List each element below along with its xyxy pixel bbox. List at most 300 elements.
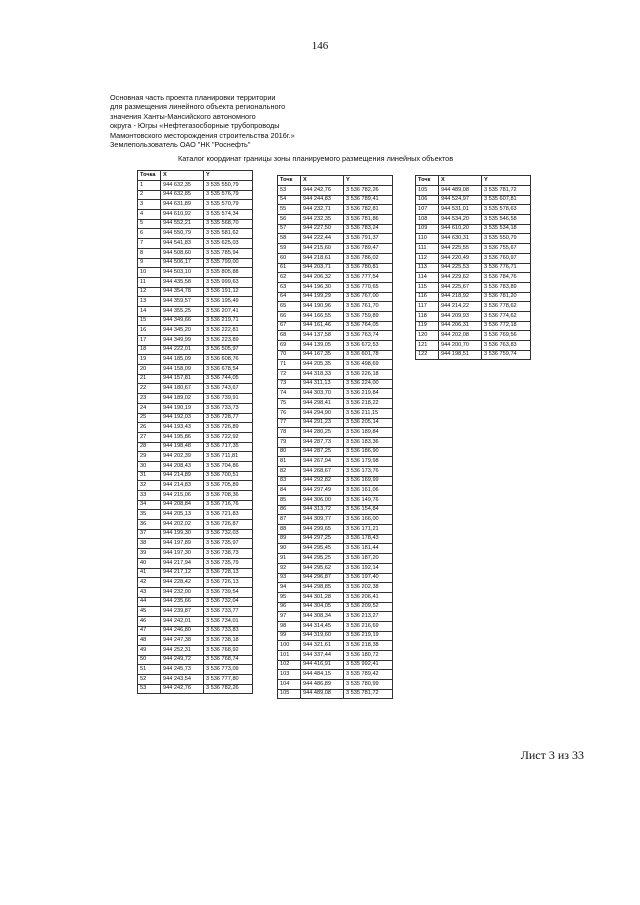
point-cell: 99 [278,631,301,641]
table-row [278,612,393,622]
table-row [278,660,393,670]
x-cell: 944 297,25 [301,534,344,544]
table-row [278,302,393,312]
point-cell: 26 [138,423,161,433]
x-cell: 944 214,89 [161,471,204,481]
y-cell: 3 536 789,41 [344,195,393,205]
x-cell: 944 489,08 [301,689,344,699]
x-cell: 944 198,51 [439,350,482,360]
x-cell: 944 318,33 [301,370,344,380]
table-row [278,205,393,215]
x-cell: 944 295,25 [301,554,344,564]
x-cell: 944 166,55 [301,311,344,321]
point-cell: 36 [138,520,161,530]
y-cell: 3 536 759,74 [482,350,531,360]
y-cell: 3 535 805,88 [204,268,253,278]
x-cell: 944 217,94 [161,558,204,568]
x-cell: 944 508,60 [161,248,204,258]
x-cell: 944 354,78 [161,287,204,297]
y-cell: 3 536 770,65 [344,282,393,292]
point-cell: 82 [278,466,301,476]
y-cell: 3 535 576,79 [204,190,253,200]
table-row [138,471,253,481]
y-cell: 3 536 178,43 [344,534,393,544]
header-line: округа - Югры «Нефтегазосборные трубопроводы [110,121,280,131]
table-row [138,374,253,384]
table-row [278,641,393,651]
y-cell: 3 536 777,80 [204,675,253,685]
x-cell: 944 242,76 [301,186,344,196]
x-cell: 944 225,67 [439,282,482,292]
table-row [416,244,531,254]
column-header-y: Y [344,176,393,186]
y-cell: 3 535 781,72 [344,689,393,699]
table-row [138,394,253,404]
y-cell: 3 536 784,76 [482,273,531,283]
sheet-counter: Лист 3 из 33 [520,748,584,762]
table-row [138,461,253,471]
y-cell: 3 536 778,62 [482,302,531,312]
y-cell: 3 535 578,63 [482,205,531,215]
point-cell: 32 [138,481,161,491]
x-cell: 944 235,66 [161,597,204,607]
point-cell: 11 [138,277,161,287]
x-cell: 944 214,22 [439,302,482,312]
table-row [138,597,253,607]
table-row [278,399,393,409]
point-cell: 33 [138,491,161,501]
table-row [278,253,393,263]
table-row [416,292,531,302]
x-cell: 944 161,46 [301,321,344,331]
point-cell: 1 [138,181,161,191]
point-cell: 7 [138,239,161,249]
table-row [278,350,393,360]
column-header-x: X [161,171,204,181]
point-cell: 29 [138,452,161,462]
point-cell: 114 [416,273,439,283]
y-cell: 3 536 732,04 [204,597,253,607]
table-row [138,529,253,539]
point-cell: 5 [138,219,161,229]
x-cell: 944 297,49 [301,486,344,496]
x-cell: 944 246,80 [161,626,204,636]
x-cell: 944 202,39 [161,452,204,462]
table-row [416,215,531,225]
table-row [138,384,253,394]
x-cell: 944 306,00 [301,496,344,506]
table-row [278,515,393,525]
x-cell: 944 355,25 [161,306,204,316]
x-cell: 944 232,71 [301,205,344,215]
x-cell: 944 198,48 [161,442,204,452]
column-header-point: Точк [416,176,439,186]
table-row [278,689,393,699]
y-cell: 3 536 505,97 [204,345,253,355]
x-cell: 944 632,35 [161,181,204,191]
x-cell: 944 197,89 [161,539,204,549]
y-cell: 3 536 224,00 [344,379,393,389]
x-cell: 944 296,87 [301,573,344,583]
y-cell: 3 536 191,12 [204,287,253,297]
table-row [138,355,253,365]
table-row [138,190,253,200]
x-cell: 944 192,03 [161,413,204,423]
y-cell: 3 536 735,79 [204,558,253,568]
table-row [278,554,393,564]
x-cell: 944 503,10 [161,268,204,278]
point-cell: 74 [278,389,301,399]
table-row [278,631,393,641]
y-cell: 3 536 219,84 [344,389,393,399]
table-row [138,626,253,636]
point-cell: 59 [278,244,301,254]
y-cell: 3 535 581,62 [204,229,253,239]
table-row [278,534,393,544]
y-cell: 3 536 780,81 [344,263,393,273]
y-cell: 3 536 171,21 [344,525,393,535]
table-row [416,195,531,205]
point-cell: 73 [278,379,301,389]
table-row [278,476,393,486]
point-cell: 79 [278,437,301,447]
table-row [278,195,393,205]
x-cell: 944 319,60 [301,631,344,641]
point-cell: 102 [278,660,301,670]
y-cell: 3 536 783,24 [344,224,393,234]
x-cell: 944 337,44 [301,651,344,661]
x-cell: 944 242,76 [161,684,204,694]
y-cell: 3 536 759,89 [344,311,393,321]
coordinates-table-1 [137,170,253,694]
table-row [278,447,393,457]
table-row [278,224,393,234]
y-cell: 3 536 179,98 [344,457,393,467]
y-cell: 3 535 799,00 [204,258,253,268]
point-cell: 23 [138,394,161,404]
point-cell: 39 [138,549,161,559]
x-cell: 944 309,77 [301,515,344,525]
page-number: 146 [311,40,329,52]
x-cell: 944 287,25 [301,447,344,457]
point-cell: 6 [138,229,161,239]
y-cell: 3 536 672,53 [344,341,393,351]
x-cell: 944 295,45 [301,544,344,554]
point-cell: 111 [416,244,439,254]
point-cell: 58 [278,234,301,244]
table-row [138,646,253,656]
x-cell: 944 359,57 [161,297,204,307]
point-cell: 93 [278,573,301,583]
table-row [278,457,393,467]
table-row [278,496,393,506]
point-cell: 40 [138,558,161,568]
header-line: Мамонтовского месторождения строительства 2016г.» [110,130,295,140]
table-row [416,331,531,341]
y-cell: 3 536 767,00 [344,292,393,302]
table-row [138,219,253,229]
point-cell: 47 [138,626,161,636]
point-cell: 13 [138,297,161,307]
x-cell: 944 197,30 [161,549,204,559]
header-line: значения Ханты-Мансийского автономного [110,111,256,121]
x-cell: 944 242,01 [161,616,204,626]
table-row [278,505,393,515]
point-cell: 61 [278,263,301,273]
table-row [416,350,531,360]
x-cell: 944 199,29 [301,292,344,302]
table-row [138,578,253,588]
point-cell: 69 [278,341,301,351]
table-row [278,573,393,583]
point-cell: 91 [278,554,301,564]
point-cell: 101 [278,651,301,661]
point-cell: 97 [278,612,301,622]
x-cell: 944 303,70 [301,389,344,399]
table-row [278,370,393,380]
catalog-title: Каталог координат границы зоны планируемого размещения линейных объектов [178,154,454,163]
y-cell: 3 536 219,19 [344,631,393,641]
y-cell: 3 536 738,18 [204,636,253,646]
y-cell: 3 536 211,15 [344,408,393,418]
y-cell: 3 536 226,18 [344,370,393,380]
table-row [416,186,531,196]
table-row [416,302,531,312]
y-cell: 3 536 161,06 [344,486,393,496]
point-cell: 3 [138,200,161,210]
y-cell: 3 536 726,87 [204,520,253,530]
x-cell: 944 205,35 [301,360,344,370]
point-cell: 10 [138,268,161,278]
y-cell: 3 536 733,77 [204,607,253,617]
table-row [278,437,393,447]
header-line: Основная часть проекта планировки территории [110,93,276,102]
y-cell: 3 536 207,41 [204,306,253,316]
point-cell: 22 [138,384,161,394]
x-cell: 944 208,84 [161,500,204,510]
point-cell: 66 [278,311,301,321]
x-cell: 944 180,67 [161,384,204,394]
y-cell: 3 536 704,86 [204,461,253,471]
y-cell: 3 536 732,03 [204,529,253,539]
point-cell: 27 [138,432,161,442]
x-cell: 944 630,31 [439,234,482,244]
y-cell: 3 536 206,41 [344,592,393,602]
x-cell: 944 202,02 [161,520,204,530]
point-cell: 95 [278,592,301,602]
x-cell: 944 301,28 [301,592,344,602]
y-cell: 3 536 734,01 [204,616,253,626]
x-cell: 944 225,55 [439,244,482,254]
x-cell: 944 222,01 [161,345,204,355]
y-cell: 3 536 739,91 [204,394,253,404]
table-row [278,466,393,476]
x-cell: 944 225,53 [439,263,482,273]
point-cell: 98 [278,621,301,631]
point-cell: 103 [278,670,301,680]
table-row [138,277,253,287]
point-cell: 45 [138,607,161,617]
y-cell: 3 536 716,76 [204,500,253,510]
point-cell: 92 [278,563,301,573]
point-cell: 17 [138,336,161,346]
table-row [138,675,253,685]
y-cell: 3 536 154,84 [344,505,393,515]
x-cell: 944 349,99 [161,336,204,346]
table-row [138,616,253,626]
point-cell: 100 [278,641,301,651]
point-cell: 31 [138,471,161,481]
y-cell: 3 535 574,34 [204,210,253,220]
y-cell: 3 535 570,79 [204,200,253,210]
point-cell: 105 [278,689,301,699]
point-cell: 104 [278,680,301,690]
table-row [278,379,393,389]
point-cell: 77 [278,418,301,428]
y-cell: 3 536 783,89 [482,282,531,292]
x-cell: 944 294,90 [301,408,344,418]
y-cell: 3 536 189,84 [344,428,393,438]
y-cell: 3 536 187,20 [344,554,393,564]
point-cell: 24 [138,403,161,413]
table-row [278,263,393,273]
point-cell: 96 [278,602,301,612]
y-cell: 3 535 550,79 [204,181,253,191]
y-cell: 3 536 728,13 [204,568,253,578]
y-cell: 3 536 216,69 [344,621,393,631]
table-row [278,311,393,321]
x-cell: 944 190,19 [161,403,204,413]
y-cell: 3 536 782,26 [204,684,253,694]
column-header-x: X [301,176,344,186]
table-row [138,248,253,258]
y-cell: 3 535 546,58 [482,215,531,225]
point-cell: 115 [416,282,439,292]
table-row [138,655,253,665]
y-cell: 3 536 781,20 [482,292,531,302]
y-cell: 3 536 791,37 [344,234,393,244]
table-row [278,583,393,593]
point-cell: 41 [138,568,161,578]
y-cell: 3 536 763,83 [482,341,531,351]
table-row [278,244,393,254]
table-row [416,321,531,331]
point-cell: 25 [138,413,161,423]
x-cell: 944 486,89 [301,680,344,690]
point-cell: 109 [416,224,439,234]
table-row [278,525,393,535]
y-cell: 3 536 764,05 [344,321,393,331]
y-cell: 3 536 213,27 [344,612,393,622]
table-row [138,665,253,675]
table-row [278,321,393,331]
point-cell: 70 [278,350,301,360]
table-row [278,544,393,554]
table-row [138,432,253,442]
point-cell: 37 [138,529,161,539]
point-cell: 64 [278,292,301,302]
document-header [110,93,295,149]
table-row [278,360,393,370]
y-cell: 3 536 782,81 [344,205,393,215]
point-cell: 108 [416,215,439,225]
x-cell: 944 484,15 [301,670,344,680]
point-cell: 65 [278,302,301,312]
table-row [138,558,253,568]
x-cell: 944 345,20 [161,326,204,336]
table-row [278,341,393,351]
point-cell: 72 [278,370,301,380]
x-cell: 944 185,09 [161,355,204,365]
x-cell: 944 489,08 [439,186,482,196]
table-row [416,205,531,215]
point-cell: 43 [138,587,161,597]
x-cell: 944 321,61 [301,641,344,651]
table-row [138,442,253,452]
table-row [416,273,531,283]
y-cell: 3 536 223,89 [204,336,253,346]
point-cell: 60 [278,253,301,263]
y-cell: 3 535 607,81 [482,195,531,205]
table-row [138,336,253,346]
table-row [278,418,393,428]
x-cell: 944 298,85 [301,583,344,593]
point-cell: 18 [138,345,161,355]
table-row [416,282,531,292]
point-cell: 50 [138,655,161,665]
coordinates-table-2 [277,175,393,699]
y-cell: 3 536 601,78 [344,350,393,360]
point-cell: 89 [278,534,301,544]
x-cell: 944 304,05 [301,602,344,612]
point-cell: 83 [278,476,301,486]
x-cell: 944 610,92 [161,210,204,220]
table-row [278,428,393,438]
table-row [138,326,253,336]
y-cell: 3 536 768,74 [204,655,253,665]
x-cell: 944 534,20 [439,215,482,225]
table-row [138,365,253,375]
point-cell: 90 [278,544,301,554]
point-cell: 14 [138,306,161,316]
column-header-y: Y [482,176,531,186]
table-row [278,389,393,399]
x-cell: 944 203,71 [301,263,344,273]
point-cell: 9 [138,258,161,268]
y-cell: 3 535 789,42 [344,670,393,680]
point-cell: 105 [416,186,439,196]
point-cell: 121 [416,341,439,351]
x-cell: 944 268,67 [301,466,344,476]
x-cell: 944 190,96 [301,302,344,312]
y-cell: 3 535 999,63 [204,277,253,287]
point-cell: 119 [416,321,439,331]
point-cell: 76 [278,408,301,418]
point-cell: 80 [278,447,301,457]
y-cell: 3 536 782,26 [344,186,393,196]
point-cell: 42 [138,578,161,588]
x-cell: 944 291,23 [301,418,344,428]
x-cell: 944 610,20 [439,224,482,234]
y-cell: 3 536 733,83 [204,626,253,636]
point-cell: 19 [138,355,161,365]
x-cell: 944 292,82 [301,476,344,486]
y-cell: 3 535 625,03 [204,239,253,249]
y-cell: 3 536 772,18 [482,321,531,331]
x-cell: 944 295,62 [301,563,344,573]
x-cell: 944 249,72 [161,655,204,665]
x-cell: 944 220,49 [439,253,482,263]
